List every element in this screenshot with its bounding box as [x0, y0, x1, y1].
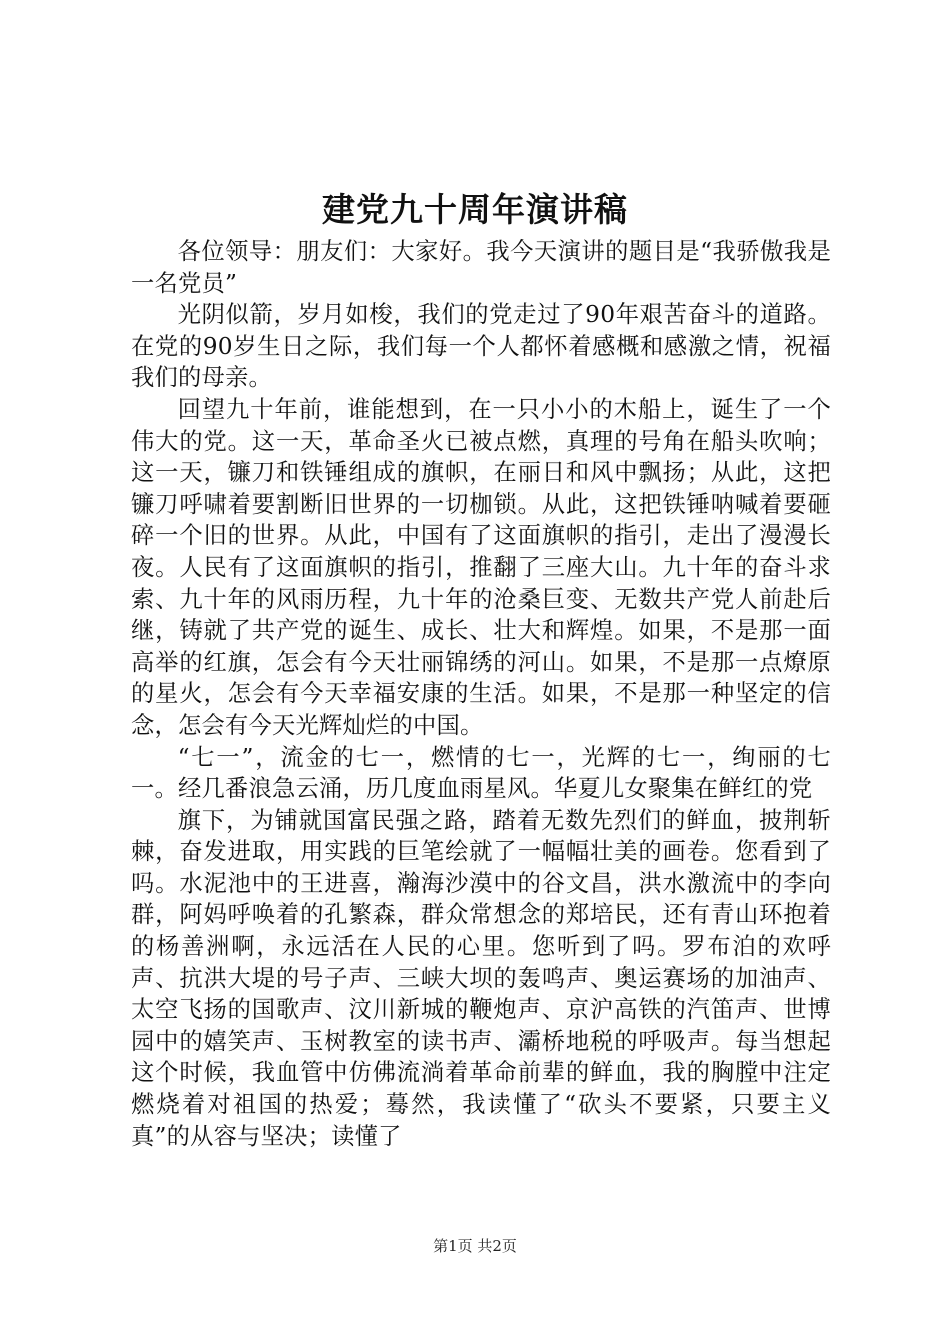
paragraph-looking-back: 回望九十年前，谁能想到，在一只小小的木船上，诞生了一个伟大的党。这一天，革命圣火已被点燃，真理的号角在船头吹响；这一天，镰刀和铁锤组成的旗帜，在丽日和风中飘扬；从此，这把镰刀呼啸着要割断旧世界的一切枷锁。从此，这把铁锤呐喊着要砸碎一个旧的世界。从此，中国有了这面旗帜的指引，走出了漫漫长夜。人民有了这面旗帜的指引，推翻了三座大山。九十年的奋斗求索、九十年的风雨历程，九十年的沧桑巨变、无数共产党人前赴后继，铸就了共产党的诞生、成长、壮大和辉煌。如果，不是那一面高举的红旗，怎会有今天壮丽锦绣的河山。如果，不是那一点燎原的星火，怎会有今天幸福安康的生活。如果，不是那一种坚定的信念，怎会有今天光辉灿烂的中国。 — [131, 395, 831, 739]
page-number-footer: 第1页 共2页 — [433, 1237, 517, 1255]
document-body — [131, 236, 831, 1152]
paragraph-under-the-flag: 旗下，为铺就国富民强之路，踏着无数先烈们的鲜血，披荆斩棘，奋发进取，用实践的巨笔绘就了一幅幅壮美的画卷。您看到了吗。水泥池中的王进喜，瀚海沙漠中的谷文昌，洪水激流中的李向群，阿妈呼唤着的孔繁森，群众常想念的郑培民，还有青山环抱着的杨善洲啊，永远活在人民的心里。您听到了吗。罗布泊的欢呼声、抗洪大堤的号子声、三峡大坝的轰鸣声、奥运赛场的加油声、太空飞扬的国歌声、汶川新城的鞭炮声、京沪高铁的汽笛声、世博园中的嬉笑声、玉树教室的读书声、灞桥地税的呼吸声。每当想起这个时候，我血管中仿佛流淌着革命前辈的鲜血，我的胸膛中注定燃烧着对祖国的热爱；蓦然，我读懂了“砍头不要紧，只要主义真”的从容与坚决；读懂了 — [131, 806, 831, 1150]
paragraph-greeting: 各位领导：朋友们：大家好。我今天演讲的题目是“我骄傲我是一名党员” — [131, 238, 831, 297]
paragraph-time-passes: 光阴似箭，岁月如梭，我们的党走过了90年艰苦奋斗的道路。在党的90岁生日之际，我们每一个人都怀着感概和感激之情，祝福我们的母亲。 — [131, 301, 831, 392]
document-title: 建党九十周年演讲稿 — [322, 190, 628, 229]
paragraph-july-first: “七一”，流金的七一，燃情的七一，光辉的七一，绚丽的七一。经几番浪急云涌，历几度血雨星风。华夏儿女聚集在鲜红的党 — [131, 743, 831, 803]
